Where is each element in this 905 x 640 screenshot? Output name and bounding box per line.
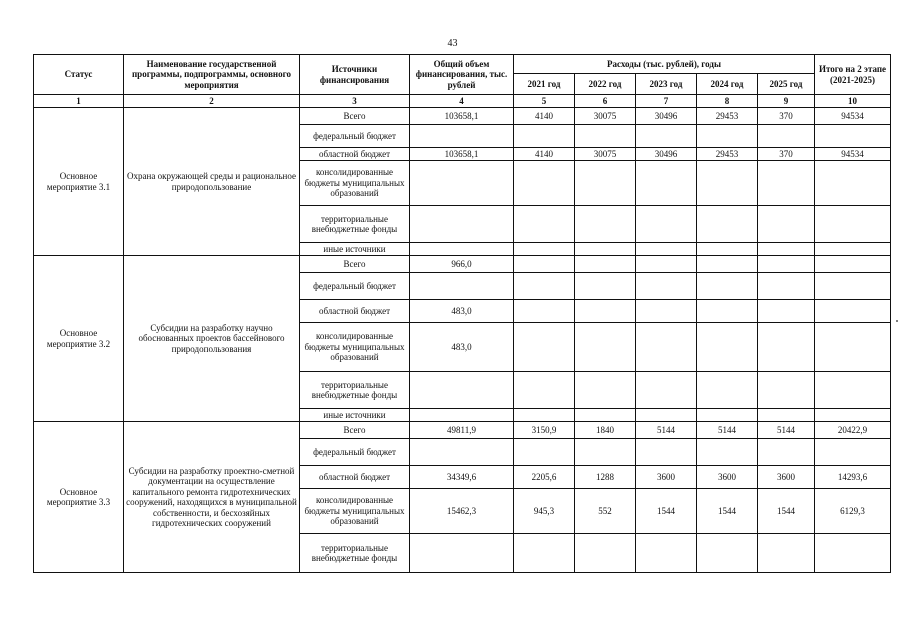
header-year: 2023 год [636, 74, 697, 95]
year-value-cell [697, 323, 758, 372]
header-status: Статус [34, 55, 124, 95]
col-number: 4 [410, 95, 514, 108]
stage-total-cell [815, 206, 891, 243]
year-value-cell: 370 [758, 148, 815, 161]
year-value-cell [636, 409, 697, 422]
stage-total-cell [815, 161, 891, 206]
year-value-cell [636, 372, 697, 409]
scan-artifact [896, 320, 898, 322]
year-value-cell [758, 243, 815, 256]
year-value-cell [575, 372, 636, 409]
source-cell: территориальные внебюджетные фонды [300, 534, 410, 573]
source-cell: консолидированные бюджеты муниципальных образований [300, 323, 410, 372]
year-value-cell [758, 161, 815, 206]
stage-total-cell [815, 439, 891, 466]
year-value-cell [758, 206, 815, 243]
year-value-cell [636, 273, 697, 300]
status-cell: Основное мероприятие 3.1 [34, 108, 124, 256]
year-value-cell: 1544 [636, 489, 697, 534]
year-value-cell [636, 256, 697, 273]
total-volume-cell: 15462,3 [410, 489, 514, 534]
table-body [34, 108, 891, 573]
total-volume-cell [410, 161, 514, 206]
year-value-cell: 5144 [636, 422, 697, 439]
source-cell: федеральный бюджет [300, 273, 410, 300]
total-volume-cell [410, 409, 514, 422]
source-cell: консолидированные бюджеты муниципальных образований [300, 161, 410, 206]
year-value-cell [514, 243, 575, 256]
year-value-cell [514, 409, 575, 422]
table-row [34, 256, 891, 273]
header-year: 2025 год [758, 74, 815, 95]
col-number: 1 [34, 95, 124, 108]
source-cell: Всего [300, 108, 410, 125]
year-value-cell [575, 206, 636, 243]
program-name-cell: Охрана окружающей среды и рациональное природопользование [124, 108, 300, 256]
stage-total-cell: 20422,9 [815, 422, 891, 439]
total-volume-cell: 49811,9 [410, 422, 514, 439]
source-cell: территориальные внебюджетные фонды [300, 206, 410, 243]
year-value-cell [697, 534, 758, 573]
year-value-cell [575, 439, 636, 466]
source-cell: областной бюджет [300, 466, 410, 489]
year-value-cell [636, 534, 697, 573]
year-value-cell [514, 273, 575, 300]
year-value-cell [697, 409, 758, 422]
col-number: 2 [124, 95, 300, 108]
source-cell: территориальные внебюджетные фонды [300, 372, 410, 409]
year-value-cell: 1288 [575, 466, 636, 489]
source-cell: областной бюджет [300, 300, 410, 323]
year-value-cell [575, 409, 636, 422]
stage-total-cell [815, 243, 891, 256]
year-value-cell [636, 206, 697, 243]
year-value-cell [697, 206, 758, 243]
stage-total-cell: 14293,6 [815, 466, 891, 489]
year-value-cell [697, 300, 758, 323]
year-value-cell [514, 125, 575, 148]
header-year: 2024 год [697, 74, 758, 95]
year-value-cell: 5144 [697, 422, 758, 439]
table-row [34, 422, 891, 439]
status-cell: Основное мероприятие 3.2 [34, 256, 124, 422]
year-value-cell [758, 534, 815, 573]
year-value-cell [758, 273, 815, 300]
stage-total-cell [815, 534, 891, 573]
stage-total-cell [815, 300, 891, 323]
source-cell: Всего [300, 256, 410, 273]
stage-total-cell [815, 256, 891, 273]
year-value-cell: 1840 [575, 422, 636, 439]
year-value-cell [758, 125, 815, 148]
year-value-cell [758, 372, 815, 409]
stage-total-cell: 6129,3 [815, 489, 891, 534]
year-value-cell [636, 161, 697, 206]
col-number: 7 [636, 95, 697, 108]
stage-total-cell: 94534 [815, 108, 891, 125]
source-cell: федеральный бюджет [300, 125, 410, 148]
year-value-cell [697, 273, 758, 300]
year-value-cell [758, 439, 815, 466]
total-volume-cell: 103658,1 [410, 108, 514, 125]
total-volume-cell [410, 243, 514, 256]
year-value-cell: 3600 [697, 466, 758, 489]
source-cell: областной бюджет [300, 148, 410, 161]
status-cell: Основное мероприятие 3.3 [34, 422, 124, 573]
year-value-cell [697, 161, 758, 206]
year-value-cell: 1544 [758, 489, 815, 534]
year-value-cell: 945,3 [514, 489, 575, 534]
col-number: 3 [300, 95, 410, 108]
year-value-cell [575, 256, 636, 273]
year-value-cell [758, 300, 815, 323]
source-cell: иные источники [300, 409, 410, 422]
header-stage-total: Итого на 2 этапе (2021-2025) [815, 55, 891, 95]
year-value-cell [697, 125, 758, 148]
year-value-cell: 3150,9 [514, 422, 575, 439]
col-number: 8 [697, 95, 758, 108]
stage-total-cell [815, 273, 891, 300]
year-value-cell [636, 323, 697, 372]
financing-table [33, 54, 891, 573]
year-value-cell [758, 409, 815, 422]
total-volume-cell: 483,0 [410, 300, 514, 323]
source-cell: Всего [300, 422, 410, 439]
total-volume-cell [410, 439, 514, 466]
year-value-cell [514, 372, 575, 409]
year-value-cell [575, 300, 636, 323]
total-volume-cell: 966,0 [410, 256, 514, 273]
year-value-cell: 3600 [636, 466, 697, 489]
year-value-cell [697, 439, 758, 466]
header-expenses: Расходы (тыс. рублей), годы [514, 55, 815, 74]
header-sources: Источники финансирования [300, 55, 410, 95]
year-value-cell [636, 300, 697, 323]
year-value-cell: 1544 [697, 489, 758, 534]
year-value-cell: 3600 [758, 466, 815, 489]
year-value-cell [514, 534, 575, 573]
year-value-cell [575, 323, 636, 372]
program-name-cell: Субсидии на разработку научно обоснованных проектов бассейнового природопользования [124, 256, 300, 422]
total-volume-cell: 34349,6 [410, 466, 514, 489]
program-name-cell: Субсидии на разработку проектно-сметной документации на осуществление капитального ремонта гидротехнических сооружений, находящихся в муниципальной собственности, и бесхозяйных гидротехнических сооружений [124, 422, 300, 573]
year-value-cell [636, 243, 697, 256]
year-value-cell [697, 243, 758, 256]
year-value-cell [575, 534, 636, 573]
col-number: 5 [514, 95, 575, 108]
year-value-cell [575, 161, 636, 206]
year-value-cell: 2205,6 [514, 466, 575, 489]
table-row [34, 108, 891, 125]
year-value-cell: 30496 [636, 108, 697, 125]
year-value-cell [697, 372, 758, 409]
year-value-cell: 29453 [697, 148, 758, 161]
year-value-cell [575, 243, 636, 256]
total-volume-cell: 103658,1 [410, 148, 514, 161]
year-value-cell [758, 323, 815, 372]
year-value-cell: 552 [575, 489, 636, 534]
year-value-cell [575, 273, 636, 300]
source-cell: федеральный бюджет [300, 439, 410, 466]
total-volume-cell [410, 273, 514, 300]
stage-total-cell [815, 372, 891, 409]
year-value-cell [514, 439, 575, 466]
total-volume-cell [410, 125, 514, 148]
year-value-cell [514, 323, 575, 372]
year-value-cell [575, 125, 636, 148]
header-year: 2022 год [575, 74, 636, 95]
source-cell: иные источники [300, 243, 410, 256]
year-value-cell [636, 439, 697, 466]
year-value-cell [697, 256, 758, 273]
col-number: 9 [758, 95, 815, 108]
col-number: 10 [815, 95, 891, 108]
page-number: 43 [447, 38, 458, 49]
stage-total-cell [815, 409, 891, 422]
year-value-cell [514, 300, 575, 323]
header-program-name: Наименование государственной программы, подпрограммы, основного мероприятия [124, 55, 300, 95]
stage-total-cell [815, 125, 891, 148]
header-year: 2021 год [514, 74, 575, 95]
year-value-cell: 5144 [758, 422, 815, 439]
year-value-cell [514, 161, 575, 206]
total-volume-cell [410, 206, 514, 243]
total-volume-cell [410, 534, 514, 573]
year-value-cell: 30075 [575, 148, 636, 161]
year-value-cell: 30496 [636, 148, 697, 161]
year-value-cell [514, 206, 575, 243]
col-number: 6 [575, 95, 636, 108]
year-value-cell: 4140 [514, 108, 575, 125]
year-value-cell [636, 125, 697, 148]
stage-total-cell: 94534 [815, 148, 891, 161]
year-value-cell: 4140 [514, 148, 575, 161]
year-value-cell: 370 [758, 108, 815, 125]
year-value-cell: 30075 [575, 108, 636, 125]
year-value-cell [514, 256, 575, 273]
year-value-cell: 29453 [697, 108, 758, 125]
header-total-volume: Общий объем финансирования, тыс. рублей [410, 55, 514, 95]
total-volume-cell: 483,0 [410, 323, 514, 372]
stage-total-cell [815, 323, 891, 372]
year-value-cell [758, 256, 815, 273]
total-volume-cell [410, 372, 514, 409]
source-cell: консолидированные бюджеты муниципальных образований [300, 489, 410, 534]
